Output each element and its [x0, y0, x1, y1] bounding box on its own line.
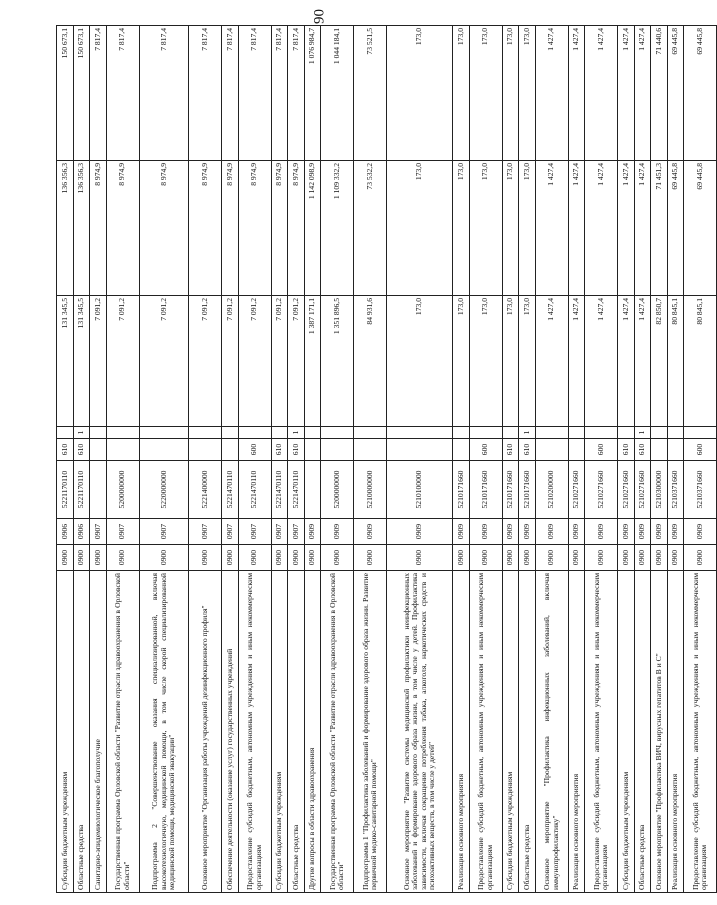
cell-sub-code [222, 427, 239, 439]
cell-amount-1: 173,0 [502, 296, 519, 427]
cell-sub-code [139, 427, 189, 439]
cell-amount-2: 8 974,9 [106, 161, 139, 296]
cell-amount-1: 1 427,4 [585, 296, 618, 427]
cell-expense-type [139, 439, 189, 461]
cell-section-code: 0909 [502, 519, 519, 545]
cell-section-code: 0909 [469, 519, 502, 545]
cell-grp-code: 0900 [57, 545, 74, 571]
cell-grp-code: 0900 [568, 545, 585, 571]
cell-sub-code [238, 427, 271, 439]
cell-target-article: 5200000000 [321, 461, 354, 519]
cell-amount-3: 1 044 184,1 [321, 26, 354, 161]
cell-amount-3: 73 521,5 [354, 26, 387, 161]
cell-target-article: 5221470110 [288, 461, 305, 519]
cell-grp-code: 0900 [667, 545, 684, 571]
row-name: Реализация основного мероприятия [667, 571, 684, 893]
cell-amount-1: 173,0 [387, 296, 453, 427]
cell-amount-2: 1 427,4 [585, 161, 618, 296]
cell-amount-2: 136 356,3 [57, 161, 74, 296]
cell-target-article [90, 461, 107, 519]
cell-sub-code [189, 427, 222, 439]
cell-amount-1: 173,0 [453, 296, 470, 427]
table-row [387, 26, 453, 893]
cell-amount-1: 173,0 [469, 296, 502, 427]
cell-amount-2: 69 445,8 [667, 161, 684, 296]
cell-target-article: 5210200000 [535, 461, 568, 519]
cell-amount-3: 150 673,1 [57, 26, 74, 161]
table-row [238, 26, 271, 893]
cell-amount-1: 1 351 896,5 [321, 296, 354, 427]
cell-expense-type: 610 [502, 439, 519, 461]
table-row [271, 26, 288, 893]
cell-amount-2: 136 356,3 [73, 161, 90, 296]
cell-amount-2: 173,0 [519, 161, 536, 296]
cell-grp-code: 0900 [73, 545, 90, 571]
cell-target-article: 5220000000 [139, 461, 189, 519]
cell-sub-code: 1 [634, 427, 651, 439]
cell-section-code: 0907 [288, 519, 305, 545]
cell-amount-3: 7 817,4 [288, 26, 305, 161]
row-name: Областные средства [73, 571, 90, 893]
cell-amount-3: 69 445,8 [667, 26, 684, 161]
cell-grp-code: 0900 [106, 545, 139, 571]
cell-amount-3: 1 427,4 [585, 26, 618, 161]
cell-amount-1: 80 845,1 [667, 296, 684, 427]
cell-sub-code [535, 427, 568, 439]
row-name: Предоставление субсидий бюджетным, автономным учреждениям и иным некоммерческим организациям [469, 571, 502, 893]
cell-sub-code [651, 427, 668, 439]
cell-sub-code [304, 427, 321, 439]
cell-section-code: 0909 [535, 519, 568, 545]
cell-grp-code: 0900 [502, 545, 519, 571]
table-row [288, 26, 305, 893]
cell-amount-1: 7 091,2 [90, 296, 107, 427]
cell-grp-code: 0900 [304, 545, 321, 571]
cell-expense-type [651, 439, 668, 461]
cell-expense-type: 600 [238, 439, 271, 461]
cell-expense-type [304, 439, 321, 461]
table-row [502, 26, 519, 893]
cell-section-code: 0909 [453, 519, 470, 545]
cell-amount-3: 1 427,4 [568, 26, 585, 161]
rotated-table-container [56, 26, 708, 893]
row-name: Подпрограмма 1 "Профилактика заболеваний и формирование здорового образа жизни. Развитие первичной медико-санитарной помощи" [354, 571, 387, 893]
cell-target-article: 5221170110 [57, 461, 74, 519]
cell-amount-1: 1 427,4 [618, 296, 635, 427]
cell-section-code: 0909 [519, 519, 536, 545]
row-name: Субсидии бюджетным учреждениям [618, 571, 635, 893]
cell-section-code: 0909 [684, 519, 717, 545]
cell-grp-code: 0900 [222, 545, 239, 571]
cell-target-article: 5221470110 [238, 461, 271, 519]
cell-target-article: 5210371660 [684, 461, 717, 519]
cell-amount-2: 1 109 332,2 [321, 161, 354, 296]
table-row [453, 26, 470, 893]
cell-amount-3: 7 817,4 [222, 26, 239, 161]
cell-expense-type: 610 [57, 439, 74, 461]
cell-target-article: 5210100000 [387, 461, 453, 519]
cell-amount-1: 7 091,2 [189, 296, 222, 427]
cell-amount-1: 7 091,2 [271, 296, 288, 427]
cell-expense-type: 610 [519, 439, 536, 461]
cell-expense-type: 600 [684, 439, 717, 461]
table-row [189, 26, 222, 893]
cell-expense-type: 600 [469, 439, 502, 461]
cell-section-code: 0906 [57, 519, 74, 545]
cell-target-article: 5210171660 [502, 461, 519, 519]
cell-sub-code [502, 427, 519, 439]
cell-sub-code [453, 427, 470, 439]
cell-section-code: 0909 [634, 519, 651, 545]
cell-amount-3: 173,0 [387, 26, 453, 161]
cell-amount-3: 1 427,4 [535, 26, 568, 161]
table-row [618, 26, 635, 893]
cell-target-article: 5210000000 [354, 461, 387, 519]
cell-amount-3: 7 817,4 [271, 26, 288, 161]
row-name: Предоставление субсидий бюджетным, автономным учреждениям и иным некоммерческим организациям [585, 571, 618, 893]
cell-target-article: 5210371660 [667, 461, 684, 519]
cell-grp-code: 0900 [469, 545, 502, 571]
cell-amount-1: 7 091,2 [222, 296, 239, 427]
cell-target-article: 5210271660 [634, 461, 651, 519]
cell-amount-3: 1 427,4 [618, 26, 635, 161]
table-row [469, 26, 502, 893]
row-name: Областные средства [288, 571, 305, 893]
table-row [568, 26, 585, 893]
cell-amount-3: 69 445,8 [684, 26, 717, 161]
row-name: Санитарно-эпидемиологическое благополучие [90, 571, 107, 893]
cell-amount-3: 150 673,1 [73, 26, 90, 161]
cell-amount-3: 173,0 [502, 26, 519, 161]
budget-table [56, 25, 717, 893]
cell-amount-3: 173,0 [453, 26, 470, 161]
cell-sub-code [667, 427, 684, 439]
cell-grp-code: 0900 [535, 545, 568, 571]
cell-expense-type [222, 439, 239, 461]
cell-target-article: 5221470110 [222, 461, 239, 519]
row-name: Субсидии бюджетным учреждениям [502, 571, 519, 893]
row-name: Обеспечение деятельности (оказание услуг) государственных учреждений [222, 571, 239, 893]
cell-amount-1: 7 091,2 [139, 296, 189, 427]
cell-amount-2: 1 427,4 [618, 161, 635, 296]
cell-amount-1: 80 845,1 [684, 296, 717, 427]
cell-sub-code [387, 427, 453, 439]
cell-amount-3: 7 817,4 [90, 26, 107, 161]
cell-section-code: 0909 [618, 519, 635, 545]
table-body [57, 26, 717, 893]
cell-expense-type [189, 439, 222, 461]
table-row [651, 26, 668, 893]
cell-expense-type [321, 439, 354, 461]
table-row [684, 26, 717, 893]
cell-section-code: 0909 [568, 519, 585, 545]
row-name: Подпрограмма 2 "Совершенствование оказания специализированной, включая высокотехнологичную, медицинской помощи, в том числе скорой специализированной медицинской помощи, медицинской эвакуации" [139, 571, 189, 893]
table-row [222, 26, 239, 893]
cell-amount-3: 71 440,6 [651, 26, 668, 161]
cell-amount-2: 173,0 [453, 161, 470, 296]
cell-grp-code: 0900 [139, 545, 189, 571]
cell-amount-2: 8 974,9 [189, 161, 222, 296]
cell-sub-code [57, 427, 74, 439]
cell-section-code: 0909 [304, 519, 321, 545]
cell-grp-code: 0900 [618, 545, 635, 571]
cell-amount-2: 8 974,9 [222, 161, 239, 296]
row-name: Реализация основного мероприятия [453, 571, 470, 893]
cell-section-code: 0909 [585, 519, 618, 545]
cell-sub-code: 1 [288, 427, 305, 439]
cell-expense-type: 610 [288, 439, 305, 461]
cell-grp-code: 0900 [321, 545, 354, 571]
cell-expense-type: 610 [618, 439, 635, 461]
cell-amount-1: 1 427,4 [568, 296, 585, 427]
cell-amount-2: 69 445,8 [684, 161, 717, 296]
table-row [90, 26, 107, 893]
cell-target-article: 5210271660 [585, 461, 618, 519]
cell-amount-3: 7 817,4 [139, 26, 189, 161]
row-name: Субсидии бюджетным учреждениям [57, 571, 74, 893]
cell-expense-type [568, 439, 585, 461]
row-name: Основное мероприятие "Организация работы учреждений дезинфекционного профиля" [189, 571, 222, 893]
table-row [106, 26, 139, 893]
row-name: Основное мероприятие "Профилактика инфекционных заболеваний, включая иммунопрофилактику" [535, 571, 568, 893]
cell-expense-type [90, 439, 107, 461]
cell-expense-type [535, 439, 568, 461]
cell-amount-2: 71 451,3 [651, 161, 668, 296]
cell-section-code: 0907 [222, 519, 239, 545]
cell-section-code: 0907 [271, 519, 288, 545]
cell-amount-2: 8 974,9 [271, 161, 288, 296]
cell-target-article: 5210271660 [568, 461, 585, 519]
cell-amount-2: 1 142 098,9 [304, 161, 321, 296]
cell-amount-2: 1 427,4 [568, 161, 585, 296]
table-row [73, 26, 90, 893]
cell-grp-code: 0900 [651, 545, 668, 571]
cell-grp-code: 0900 [354, 545, 387, 571]
cell-amount-2: 8 974,9 [139, 161, 189, 296]
cell-grp-code: 0900 [189, 545, 222, 571]
cell-sub-code [321, 427, 354, 439]
table-row [304, 26, 321, 893]
cell-section-code: 0906 [73, 519, 90, 545]
cell-target-article: 5210171660 [519, 461, 536, 519]
cell-sub-code: 1 [73, 427, 90, 439]
row-name: Государственная программа Орловской области "Развитие отрасли здравоохранения в Орловской области" [321, 571, 354, 893]
cell-sub-code [90, 427, 107, 439]
table-row [519, 26, 536, 893]
cell-expense-type: 610 [271, 439, 288, 461]
row-name: Реализация основного мероприятия [568, 571, 585, 893]
cell-amount-2: 173,0 [502, 161, 519, 296]
cell-amount-1: 7 091,2 [238, 296, 271, 427]
cell-expense-type: 600 [585, 439, 618, 461]
row-name: Другие вопросы в области здравоохранения [304, 571, 321, 893]
table-row [57, 26, 74, 893]
cell-sub-code [106, 427, 139, 439]
cell-amount-2: 8 974,9 [288, 161, 305, 296]
cell-sub-code [271, 427, 288, 439]
cell-amount-3: 1 076 984,7 [304, 26, 321, 161]
row-name: Государственная программа Орловской области "Развитие отрасли здравоохранения в Орловской области" [106, 571, 139, 893]
row-name: Предоставление субсидий бюджетным, автономным учреждениям и иным некоммерческим организациям [684, 571, 717, 893]
cell-amount-1: 131 345,5 [57, 296, 74, 427]
cell-expense-type [387, 439, 453, 461]
table-row [535, 26, 568, 893]
cell-amount-3: 173,0 [469, 26, 502, 161]
cell-section-code: 0907 [238, 519, 271, 545]
cell-section-code: 0907 [90, 519, 107, 545]
cell-target-article: 5210171660 [453, 461, 470, 519]
cell-sub-code [469, 427, 502, 439]
cell-amount-2: 8 974,9 [90, 161, 107, 296]
cell-amount-1: 173,0 [519, 296, 536, 427]
cell-target-article: 5200000000 [106, 461, 139, 519]
row-name: Предоставление субсидий бюджетным, автономным учреждениям и иным некоммерческим организациям [238, 571, 271, 893]
cell-amount-1: 131 345,5 [73, 296, 90, 427]
cell-target-article: 5221400000 [189, 461, 222, 519]
cell-target-article [304, 461, 321, 519]
table-row [585, 26, 618, 893]
cell-amount-1: 7 091,2 [288, 296, 305, 427]
cell-amount-2: 8 974,9 [238, 161, 271, 296]
cell-sub-code [618, 427, 635, 439]
cell-sub-code: 1 [519, 427, 536, 439]
cell-amount-3: 1 427,4 [634, 26, 651, 161]
cell-amount-2: 1 427,4 [634, 161, 651, 296]
cell-amount-3: 7 817,4 [189, 26, 222, 161]
page-number: 90 [311, 9, 328, 24]
cell-sub-code [684, 427, 717, 439]
cell-expense-type: 610 [73, 439, 90, 461]
cell-section-code: 0909 [354, 519, 387, 545]
cell-expense-type [667, 439, 684, 461]
row-name: Основное мероприятие "Профилактика ВИЧ, вирусных гепатитов В и С" [651, 571, 668, 893]
cell-grp-code: 0900 [238, 545, 271, 571]
cell-amount-1: 1 427,4 [634, 296, 651, 427]
cell-expense-type [106, 439, 139, 461]
cell-amount-1: 1 387 171,1 [304, 296, 321, 427]
cell-target-article: 5221170110 [73, 461, 90, 519]
cell-section-code: 0909 [321, 519, 354, 545]
cell-grp-code: 0900 [288, 545, 305, 571]
cell-grp-code: 0900 [585, 545, 618, 571]
cell-expense-type: 610 [634, 439, 651, 461]
cell-sub-code [354, 427, 387, 439]
cell-section-code: 0907 [106, 519, 139, 545]
cell-grp-code: 0900 [453, 545, 470, 571]
cell-amount-2: 173,0 [469, 161, 502, 296]
cell-grp-code: 0900 [634, 545, 651, 571]
cell-grp-code: 0900 [271, 545, 288, 571]
table-row [667, 26, 684, 893]
cell-grp-code: 0900 [387, 545, 453, 571]
cell-section-code: 0907 [189, 519, 222, 545]
cell-amount-3: 7 817,4 [106, 26, 139, 161]
cell-target-article: 5210171660 [469, 461, 502, 519]
cell-amount-1: 7 091,2 [106, 296, 139, 427]
cell-amount-1: 84 931,6 [354, 296, 387, 427]
cell-grp-code: 0900 [519, 545, 536, 571]
cell-section-code: 0907 [139, 519, 189, 545]
cell-sub-code [568, 427, 585, 439]
cell-grp-code: 0900 [684, 545, 717, 571]
cell-grp-code: 0900 [90, 545, 107, 571]
cell-sub-code [585, 427, 618, 439]
row-name: Областные средства [519, 571, 536, 893]
table-row [354, 26, 387, 893]
cell-amount-1: 82 850,7 [651, 296, 668, 427]
cell-target-article: 5210271660 [618, 461, 635, 519]
cell-section-code: 0909 [667, 519, 684, 545]
cell-section-code: 0909 [387, 519, 453, 545]
cell-target-article: 5221470110 [271, 461, 288, 519]
cell-expense-type [354, 439, 387, 461]
table-row [634, 26, 651, 893]
cell-section-code: 0909 [651, 519, 668, 545]
cell-amount-2: 73 532,2 [354, 161, 387, 296]
cell-amount-1: 1 427,4 [535, 296, 568, 427]
cell-target-article: 5210300000 [651, 461, 668, 519]
table-row [139, 26, 189, 893]
cell-amount-3: 7 817,4 [238, 26, 271, 161]
cell-amount-2: 1 427,4 [535, 161, 568, 296]
row-name: Областные средства [634, 571, 651, 893]
cell-expense-type [453, 439, 470, 461]
cell-amount-3: 173,0 [519, 26, 536, 161]
row-name: Субсидии бюджетным учреждениям [271, 571, 288, 893]
table-row [321, 26, 354, 893]
cell-amount-2: 173,0 [387, 161, 453, 296]
row-name: Основное мероприятие "Развитие системы медицинской профилактики неинфекционных заболеваний и формирование здорового образа жизни, в том числе у детей. Профилактика зависимости, включая сокращение потребления табака, алкоголя, наркотических средств и психоактивных веществ, в том числе у детей" [387, 571, 453, 893]
